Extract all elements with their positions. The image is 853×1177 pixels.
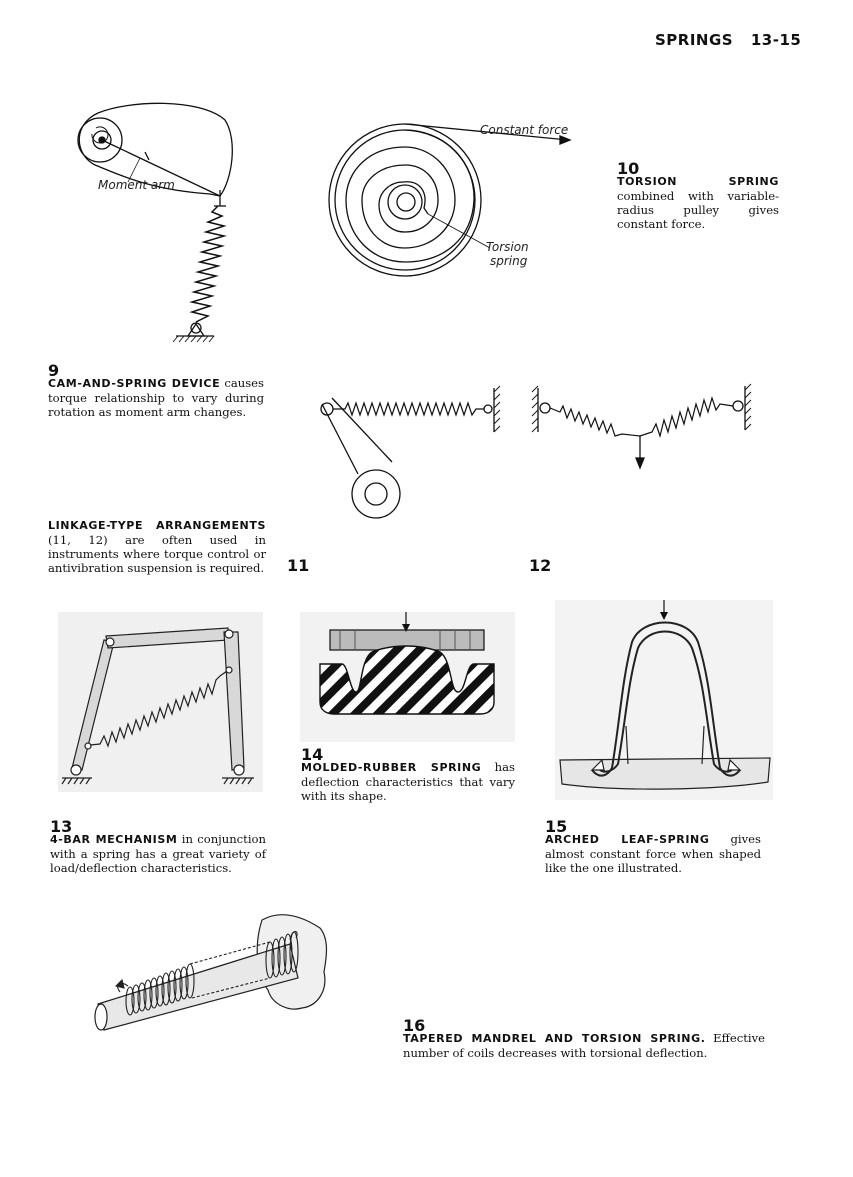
fig16-number: 16 (403, 1016, 426, 1035)
fig11-number: 11 (287, 556, 310, 575)
fig9-number: 9 (48, 361, 60, 380)
fig9-caption-lead: CAM-AND-SPRING DEVICE (48, 377, 221, 390)
linkage-caption-text: (11, 12) are often used in instruments where torque control or antivibration suspension is required. (48, 533, 266, 575)
linkage-caption-lead: LINKAGE-TYPE ARRANGEMENTS (48, 519, 266, 532)
fig16-caption (403, 1031, 765, 1060)
fig9-caption-text: causes torque relationship to vary during rotation as moment arm changes. (48, 376, 264, 419)
fig15-caption-text: gives almost constant force when shaped like the one illustrated. (545, 832, 761, 875)
header-page-number: 13-15 (750, 31, 802, 49)
header-title: SPRINGS (655, 31, 734, 49)
fig14-number: 14 (301, 745, 324, 764)
fig13-caption-text: in conjunction with a spring has a great variety of load/deflection characteristics. (50, 832, 266, 875)
fig9-moment-arm-label: Moment arm (98, 178, 175, 192)
fig12-number: 12 (529, 556, 552, 575)
fig10-caption-lead: TORSION SPRING (617, 175, 779, 188)
fig10-torsion-label: Torsion (486, 240, 529, 254)
fig10-constant-force-label: Constant force (480, 123, 569, 137)
fig10-number: 10 (617, 159, 640, 178)
fig14-caption-lead: MOLDED-RUBBER SPRING (301, 761, 482, 774)
fig14-caption-text: has deflection characteristics that vary with its shape. (301, 760, 516, 803)
fig13-caption-lead: 4-BAR MECHANISM (50, 833, 178, 846)
fig10-caption-text: combined with variable-radius pulley gives constant force. (617, 189, 779, 231)
fig15-caption-lead: ARCHED LEAF-SPRING (545, 833, 710, 846)
fig16-caption-lead: TAPERED MANDREL AND TORSION SPRING. (403, 1032, 706, 1045)
fig10-spring-label: spring (490, 254, 528, 268)
fig13-number: 13 (50, 817, 73, 836)
fig16-caption-text: Effective number of coils decreases with torsional deflection. (403, 1031, 765, 1060)
fig15-number: 15 (545, 817, 568, 836)
